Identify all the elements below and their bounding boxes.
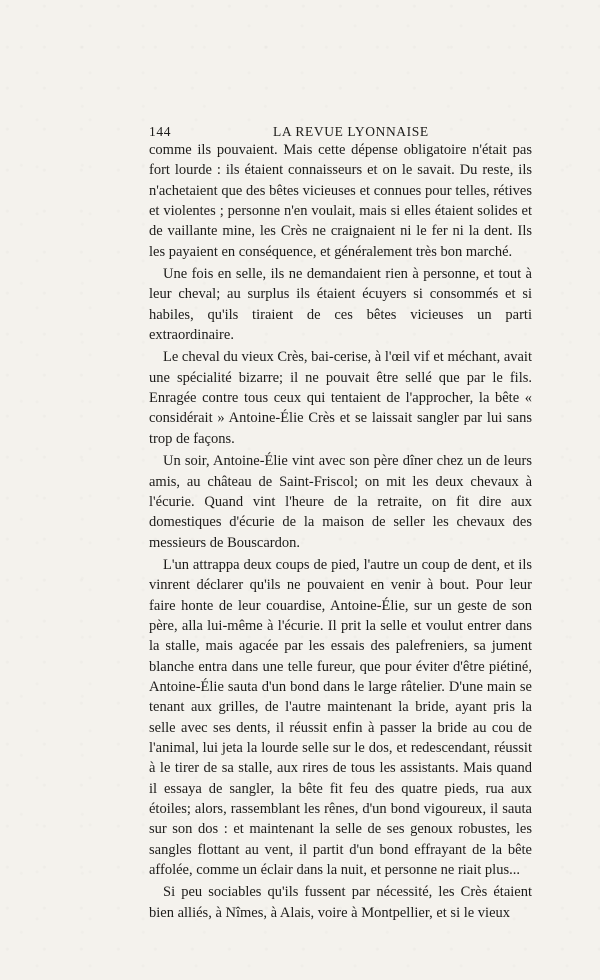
page-number: 144 xyxy=(149,124,172,139)
paragraph-6: Si peu sociables qu'ils fussent par nécessité, les Crès étaient bien alliés, à Nîmes, à Alais, voire à Montpellier, et si le vieux xyxy=(149,884,532,921)
paragraph-2: Une fois en selle, ils ne demandaient rien à personne, et tout à leur cheval; au surplus ils étaient écuyers si consommés et si habiles, qu'ils tiraient de ces bêtes vicieuses un parti extraordinaire. xyxy=(149,266,532,344)
running-title: LA REVUE LYONNAISE xyxy=(273,124,429,139)
paragraph-3: Le cheval du vieux Crès, bai-cerise, à l'œil vif et méchant, avait une spécialité bizarre; il ne pouvait être sellé que par le fils. Enragée contre tous ceux qui tentaient de l'approcher, la bête « considérait » Antoine-Élie Crès et se laissait sangler par lui sans trop de façons. xyxy=(149,349,532,447)
article-body xyxy=(149,140,532,925)
paragraph-4: Un soir, Antoine-Élie vint avec son père dîner chez un de leurs amis, au château de Saint-Friscol; on mit les deux chevaux à l'écurie. Quand vint l'heure de la retraite, on fit dire aux domestiques d'écurie de la maison de seller les chevaux des messieurs de Bouscardon. xyxy=(149,453,532,551)
paragraph-5: L'un attrappa deux coups de pied, l'autre un coup de dent, et ils vinrent déclarer qu'ils ne pouvaient en venir à bout. Pour leur faire honte de leur couardise, Antoine-Élie, sur un geste de son père, alla lui-même à l'écurie. Il prit la selle et voulut entrer dans la stalle, mais agacée par les essais des palefreniers, sa jument blanche entra dans une telle fureur, que pour éviter d'être piétiné, Antoine-Élie sauta d'un bond dans le large râtelier. D'une main se tenant aux grilles, de l'autre maintenant la bride, ayant pris la selle avec ses dents, il réussit enfin à passer la bride au cou de l'animal, lui jeta la lourde selle sur le dos, et redescendant, réussit à le tirer de sa stalle, aux rires de tous les assistants. Mais quand il essaya de sangler, la bête fit feu des quatre pieds, rua aux étoiles; alors, rassemblant les rênes, d'un bond vigoureux, il sauta sur son dos : et maintenant la selle de ses genoux robustes, les sangles flottant au vent, il partit d'un bond effrayant de la bête affolée, comme un éclair dans la nuit, et personne ne riait plus... xyxy=(149,556,532,879)
paragraph-1: comme ils pouvaient. Mais cette dépense obligatoire n'était pas fort lourde : ils étaient connaisseurs et on le savait. Du reste, ils n'achetaient que des bêtes vicieuses et connues pour telles, rétives et violentes ; personne n'en voulait, mais si elles étaient solides et de vaillante mine, les Crès ne craignaient ni le fer ni la dent. Ils les payaient en conséquence, et généralement très bon marché. xyxy=(149,142,532,260)
